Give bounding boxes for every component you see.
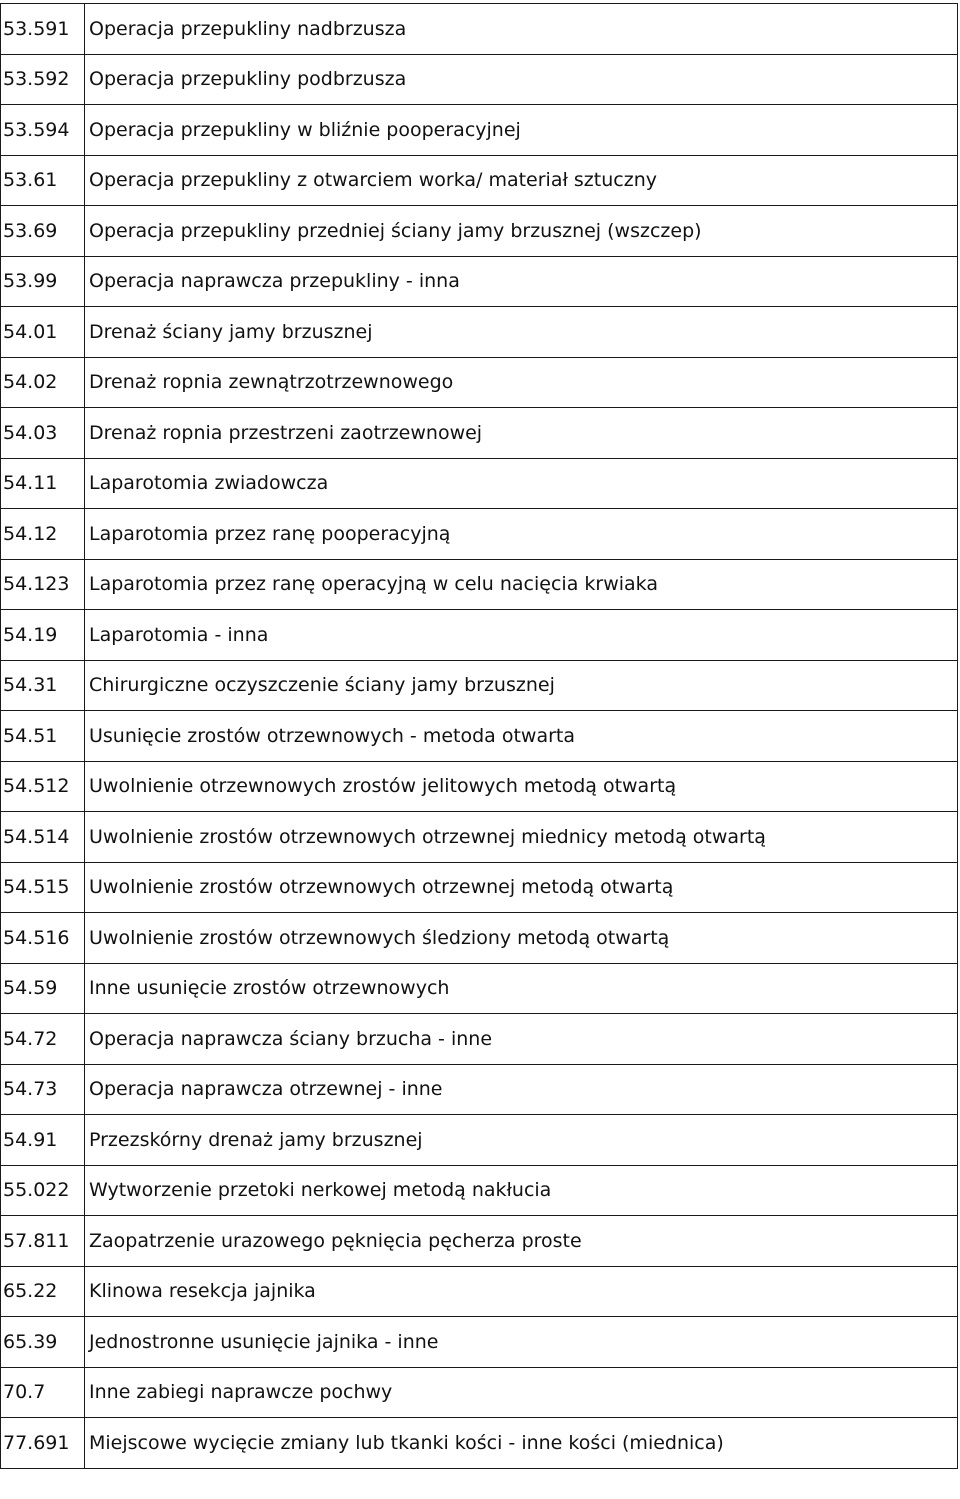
table-row — [1, 761, 958, 812]
table-row — [1, 206, 958, 257]
procedure-description: Wytworzenie przetoki nerkowej metodą nakłucia — [85, 1165, 958, 1216]
procedure-code: 53.592 — [1, 54, 85, 105]
procedure-description: Miejscowe wycięcie zmiany lub tkanki kości - inne kości (miednica) — [85, 1418, 958, 1469]
procedure-description: Operacja naprawcza ściany brzucha - inne — [85, 1014, 958, 1065]
procedure-code: 54.31 — [1, 660, 85, 711]
procedure-description: Laparotomia zwiadowcza — [85, 458, 958, 509]
procedure-code: 65.22 — [1, 1266, 85, 1317]
table-row — [1, 357, 958, 408]
procedure-description: Inne zabiegi naprawcze pochwy — [85, 1367, 958, 1418]
procedure-code: 54.02 — [1, 357, 85, 408]
procedure-description: Laparotomia przez ranę pooperacyjną — [85, 509, 958, 560]
table-row — [1, 711, 958, 762]
procedure-description: Operacja przepukliny w bliźnie pooperacyjnej — [85, 105, 958, 156]
table-row — [1, 1216, 958, 1267]
procedure-code: 54.515 — [1, 862, 85, 913]
procedure-code: 53.594 — [1, 105, 85, 156]
procedure-code: 55.022 — [1, 1165, 85, 1216]
procedure-description: Zaopatrzenie urazowego pęknięcia pęcherza proste — [85, 1216, 958, 1267]
procedure-description: Uwolnienie zrostów otrzewnowych otrzewnej miednicy metodą otwartą — [85, 812, 958, 863]
procedure-description: Uwolnienie zrostów otrzewnowych śledziony metodą otwartą — [85, 913, 958, 964]
procedure-code: 54.91 — [1, 1115, 85, 1166]
table-row — [1, 559, 958, 610]
procedure-description: Drenaż ściany jamy brzusznej — [85, 307, 958, 358]
procedure-code: 53.69 — [1, 206, 85, 257]
table-row — [1, 155, 958, 206]
procedure-description: Drenaż ropnia zewnątrzotrzewnowego — [85, 357, 958, 408]
table-row — [1, 812, 958, 863]
procedure-description: Drenaż ropnia przestrzeni zaotrzewnowej — [85, 408, 958, 459]
table-row — [1, 1115, 958, 1166]
procedure-description: Operacja przepukliny podbrzusza — [85, 54, 958, 105]
table-row — [1, 458, 958, 509]
procedure-description: Usunięcie zrostów otrzewnowych - metoda otwarta — [85, 711, 958, 762]
table-row — [1, 660, 958, 711]
procedure-code: 53.99 — [1, 256, 85, 307]
procedure-code: 77.691 — [1, 1418, 85, 1469]
procedure-code: 54.11 — [1, 458, 85, 509]
table-row — [1, 1064, 958, 1115]
procedure-table-body — [1, 4, 958, 1469]
procedure-table — [0, 3, 958, 1469]
procedure-code: 54.514 — [1, 812, 85, 863]
table-row — [1, 1418, 958, 1469]
procedure-description: Uwolnienie zrostów otrzewnowych otrzewnej metodą otwartą — [85, 862, 958, 913]
table-row — [1, 54, 958, 105]
procedure-code: 54.516 — [1, 913, 85, 964]
table-row — [1, 105, 958, 156]
procedure-description: Operacja naprawcza otrzewnej - inne — [85, 1064, 958, 1115]
procedure-code: 54.03 — [1, 408, 85, 459]
table-row — [1, 1317, 958, 1368]
procedure-description: Przezskórny drenaż jamy brzusznej — [85, 1115, 958, 1166]
procedure-code: 53.61 — [1, 155, 85, 206]
table-row — [1, 1014, 958, 1065]
procedure-code: 54.59 — [1, 963, 85, 1014]
procedure-code: 70.7 — [1, 1367, 85, 1418]
procedure-description: Chirurgiczne oczyszczenie ściany jamy brzusznej — [85, 660, 958, 711]
table-row — [1, 1367, 958, 1418]
table-row — [1, 4, 958, 55]
procedure-code: 54.19 — [1, 610, 85, 661]
procedure-description: Laparotomia przez ranę operacyjną w celu nacięcia krwiaka — [85, 559, 958, 610]
procedure-code: 54.512 — [1, 761, 85, 812]
procedure-description: Operacja naprawcza przepukliny - inna — [85, 256, 958, 307]
table-row — [1, 862, 958, 913]
procedure-code: 54.73 — [1, 1064, 85, 1115]
table-row — [1, 256, 958, 307]
table-row — [1, 509, 958, 560]
procedure-description: Jednostronne usunięcie jajnika - inne — [85, 1317, 958, 1368]
procedure-code: 54.72 — [1, 1014, 85, 1065]
procedure-description: Inne usunięcie zrostów otrzewnowych — [85, 963, 958, 1014]
procedure-code: 65.39 — [1, 1317, 85, 1368]
table-row — [1, 408, 958, 459]
table-row — [1, 913, 958, 964]
procedure-description: Laparotomia - inna — [85, 610, 958, 661]
table-row — [1, 1266, 958, 1317]
procedure-description: Operacja przepukliny z otwarciem worka/ materiał sztuczny — [85, 155, 958, 206]
procedure-code: 54.01 — [1, 307, 85, 358]
procedure-code: 53.591 — [1, 4, 85, 55]
procedure-code: 54.12 — [1, 509, 85, 560]
procedure-code: 54.123 — [1, 559, 85, 610]
procedure-code: 54.51 — [1, 711, 85, 762]
procedure-description: Uwolnienie otrzewnowych zrostów jelitowych metodą otwartą — [85, 761, 958, 812]
procedure-code: 57.811 — [1, 1216, 85, 1267]
table-row — [1, 307, 958, 358]
table-row — [1, 1165, 958, 1216]
table-row — [1, 963, 958, 1014]
procedure-description: Klinowa resekcja jajnika — [85, 1266, 958, 1317]
procedure-description: Operacja przepukliny nadbrzusza — [85, 4, 958, 55]
table-row — [1, 610, 958, 661]
procedure-description: Operacja przepukliny przedniej ściany jamy brzusznej (wszczep) — [85, 206, 958, 257]
